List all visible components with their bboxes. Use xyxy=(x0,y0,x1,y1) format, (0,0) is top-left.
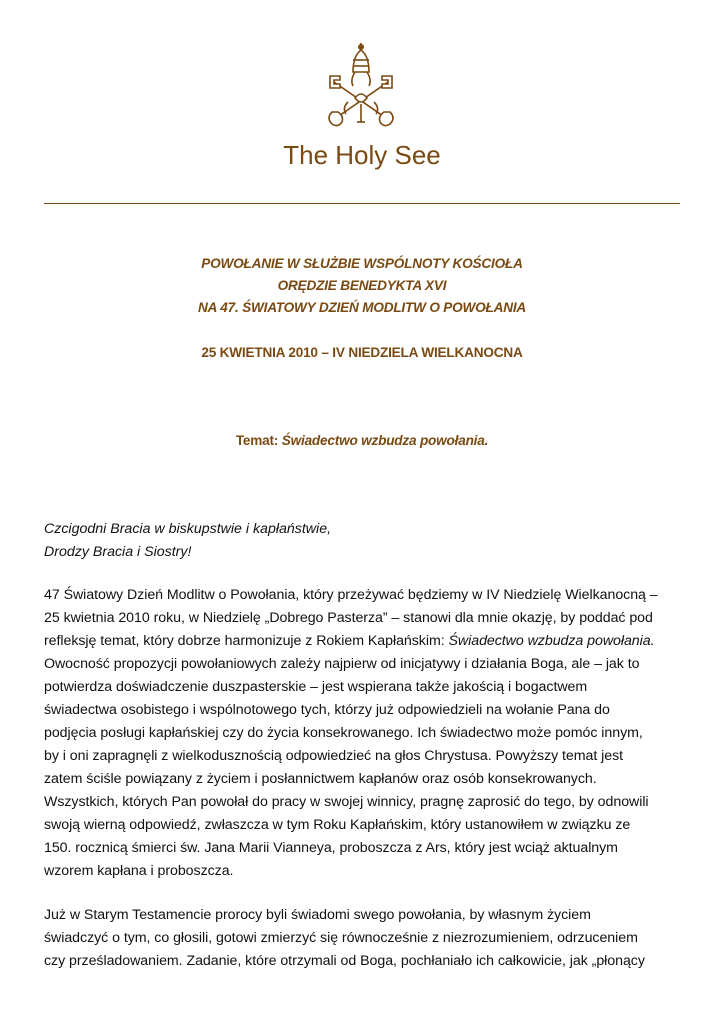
document-title-line-2: ORĘDZIE BENEDYKTA XVI xyxy=(277,278,447,293)
p1-line-1: 47 Światowy Dzień Modlitw o Powołania, który przeżywać będziemy w IV Niedzielę Wielkanocną – xyxy=(44,587,658,603)
document-title-line-3: NA 47. ŚWIATOWY DZIEŃ MODLITW O POWOŁANIA xyxy=(197,300,527,315)
p2-line-1: Już w Starym Testamencie prorocy byli świadomi swego powołania, by własnym życiem xyxy=(44,907,591,923)
p1-line-2: 25 kwietnia 2010 roku, w Niedzielę „Dobrego Pasterza” – stanowi dla mnie okazję, by poddać pod xyxy=(44,610,653,626)
topic-label: Temat: xyxy=(235,433,282,448)
p1-line-4: Owocność propozycji powołaniowych zależy najpierw od inicjatywy i działania Boga, ale – jak to xyxy=(44,656,640,672)
greeting-line-2: Drodzy Bracia i Siostry! xyxy=(44,544,192,560)
p2-line-3: czy prześladowaniem. Zadanie, które otrzymali od Boga, pochłaniało ich całkowicie, jak „płonący xyxy=(44,953,645,969)
p1-line-6: świadectwa osobistego i wspólnotowego tych, którzy już odpowiedzieli na wołanie Pana do xyxy=(44,702,610,718)
p1-line-11: swoją wierną odpowiedź, zwłaszcza w tym Roku Kapłańskim, który ustanowiłem w związku ze xyxy=(44,817,631,833)
p1-line-9: zatem ściśle powiązany z życiem i posłannictwem kapłanów oraz osób konsekrowanych. xyxy=(44,771,597,787)
p1-line-3-italic: Świadectwo wzbudza powołania. xyxy=(448,633,655,649)
p1-line-13: wzorem kapłana i proboszcza. xyxy=(44,863,234,879)
p2-line-2: świadczyć o tym, co głosili, gotowi zmierzyć się równocześnie z niezrozumieniem, odrzuceniem xyxy=(44,930,638,946)
p1-line-7: podjęcia posługi kapłańskiej czy do życia konsekrowanego. Ich świadectwo może pomóc innym, xyxy=(44,725,643,741)
document-title-line-1: POWOŁANIE W SŁUŻBIE WSPÓLNOTY KOŚCIOŁA xyxy=(201,256,523,271)
p1-line-10: Wszystkich, których Pan powołał do pracy w swojej winnicy, pragnę zaprosić do tego, by odnowili xyxy=(44,794,649,810)
topic-value: Świadectwo wzbudza powołania. xyxy=(281,433,489,448)
p1-line-12: 150. rocznicą śmierci św. Jana Marii Vianneya, proboszcza z Ars, który jest wciąż aktualnym xyxy=(44,840,618,856)
p1-line-3-text: refleksję temat, który dobrze harmonizuje z Rokiem Kapłańskim: xyxy=(44,633,449,649)
papal-keys-tiara-emblem-icon xyxy=(320,42,402,130)
greeting-line-1: Czcigodni Bracia w biskupstwie i kapłaństwie, xyxy=(44,521,332,537)
document-date: 25 KWIETNIA 2010 – IV NIEDZIELA WIELKANOCNA xyxy=(201,345,523,360)
p1-line-5: potwierdza doświadczenie duszpasterskie – jest wspierana także jakością i bogactwem xyxy=(44,679,588,695)
header-divider xyxy=(44,203,680,204)
site-title: The Holy See xyxy=(283,140,441,170)
document-topic xyxy=(0,430,724,452)
p1-line-3 xyxy=(44,630,654,652)
p1-line-8: by i oni zapragnęli z wielkodusznością odpowiedzieć na głos Chrystusa. Powyższy temat jest xyxy=(44,748,624,764)
